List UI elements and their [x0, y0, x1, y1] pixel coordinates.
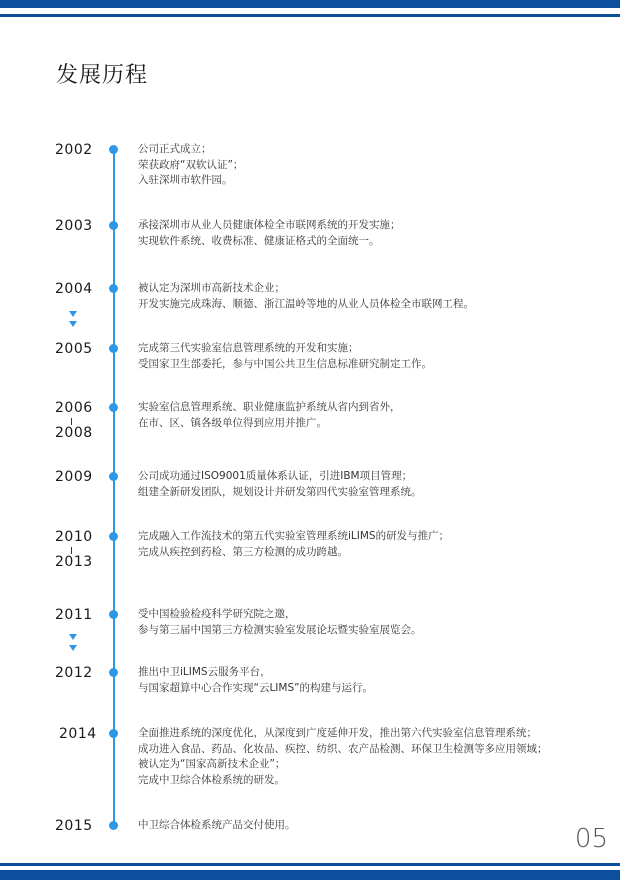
timeline-event: [138, 142, 578, 189]
timeline-event: [138, 341, 578, 372]
timeline-dot: [109, 821, 118, 830]
timeline-dot: [109, 344, 118, 353]
year-label: 2004: [55, 281, 93, 297]
year-end-label: 2008: [55, 425, 93, 441]
event-line: 受国家卫生部委托，参与中国公共卫生信息标准研究制定工作。: [138, 357, 432, 370]
event-line: 完成融入工作流技术的第五代实验室管理系统iLIMS的研发与推广；: [138, 530, 450, 542]
timeline-event: [138, 665, 578, 696]
timeline-event: [138, 818, 578, 834]
event-line: 公司成功通过ISO9001质量体系认证，引进IBM项目管理；: [138, 470, 413, 482]
range-connector: [71, 418, 72, 425]
event-line: 荣获政府“双软认证”；: [138, 158, 244, 171]
year-label: 2003: [55, 218, 93, 234]
event-line: 被认定为“国家高新技术企业”；: [138, 758, 286, 770]
year-label: 2002: [55, 142, 93, 158]
event-line: 中卫综合体检系统产品交付使用。: [138, 819, 296, 831]
year-label: 2005: [55, 341, 93, 357]
timeline-dot: [109, 284, 118, 293]
page-title: 发展历程: [56, 63, 149, 88]
bottom-brand-stripe: [0, 863, 620, 866]
arrow-down-icon: [69, 645, 77, 651]
timeline-dot: [109, 221, 118, 230]
year-label: 2009: [55, 469, 93, 485]
year-end-label: 2013: [55, 554, 93, 570]
year-label: 2010: [55, 529, 93, 545]
event-line: 完成中卫综合体检系统的研发。: [138, 773, 285, 786]
event-line: 公司正式成立；: [138, 143, 212, 155]
top-brand-bar: [0, 0, 620, 8]
timeline-event: [138, 218, 578, 249]
range-connector: [71, 547, 72, 554]
bottom-brand-bar: [0, 870, 620, 880]
timeline-event: [138, 469, 578, 500]
timeline-dot: [109, 729, 118, 738]
event-line: 与国家超算中心合作实现“云LIMS”的构建与运行。: [138, 681, 374, 694]
timeline-dot: [109, 403, 118, 412]
year-label: 2011: [55, 607, 93, 623]
timeline-event: [138, 400, 578, 431]
timeline-dot: [109, 145, 118, 154]
timeline-dot: [109, 532, 118, 541]
event-line: 成功进入食品、药品、化妆品、疾控、纺织、农产品检测、环保卫生检测等多应用领域；: [138, 742, 548, 755]
event-line: 参与第三届中国第三方检测实验室发展论坛暨实验室展览会。: [138, 623, 422, 636]
event-line: 在市、区、镇各级单位得到应用并推广。: [138, 416, 327, 429]
event-line: 承接深圳市从业人员健康体检全市联网系统的开发实施；: [138, 219, 401, 231]
event-line: 全面推进系统的深度优化，从深度到广度延伸开发，推出第六代实验室信息管理系统；: [138, 727, 537, 739]
event-line: 受中国检验检疫科学研究院之邀，: [138, 608, 296, 620]
timeline-event: [138, 281, 578, 312]
event-line: 被认定为深圳市高新技术企业；: [138, 282, 285, 294]
top-brand-stripe: [0, 14, 620, 17]
event-line: 开发实施完成珠海、顺德、浙江温岭等地的从业人员体检全市联网工程。: [138, 297, 474, 310]
event-line: 实现软件系统、收费标准、健康证格式的全面统一。: [138, 234, 380, 247]
year-label: 2015: [55, 818, 93, 834]
year-label: 2006: [55, 400, 93, 416]
year-label: 2014: [59, 726, 97, 742]
event-line: 入驻深圳市软件园。: [138, 174, 233, 186]
timeline-event: [138, 529, 578, 560]
timeline-dot: [109, 668, 118, 677]
event-line: 完成第三代实验室信息管理系统的开发和实施；: [138, 342, 359, 354]
timeline-axis: [113, 148, 115, 826]
event-line: 组建全新研发团队，规划设计并研发第四代实验室管理系统。: [138, 485, 422, 498]
arrow-down-icon: [69, 634, 77, 640]
page-number: 05: [574, 824, 608, 854]
timeline-dot: [109, 472, 118, 481]
event-line: 推出中卫iLIMS云服务平台，: [138, 666, 271, 678]
arrow-down-icon: [69, 311, 77, 317]
timeline-event: [138, 726, 578, 788]
event-line: 完成从疾控到药检、第三方检测的成功跨越。: [138, 545, 348, 558]
arrow-down-icon: [69, 321, 77, 327]
timeline-event: [138, 607, 578, 638]
event-line: 实验室信息管理系统、职业健康监护系统从省内到省外，: [138, 401, 401, 413]
timeline-dot: [109, 610, 118, 619]
year-label: 2012: [55, 665, 93, 681]
